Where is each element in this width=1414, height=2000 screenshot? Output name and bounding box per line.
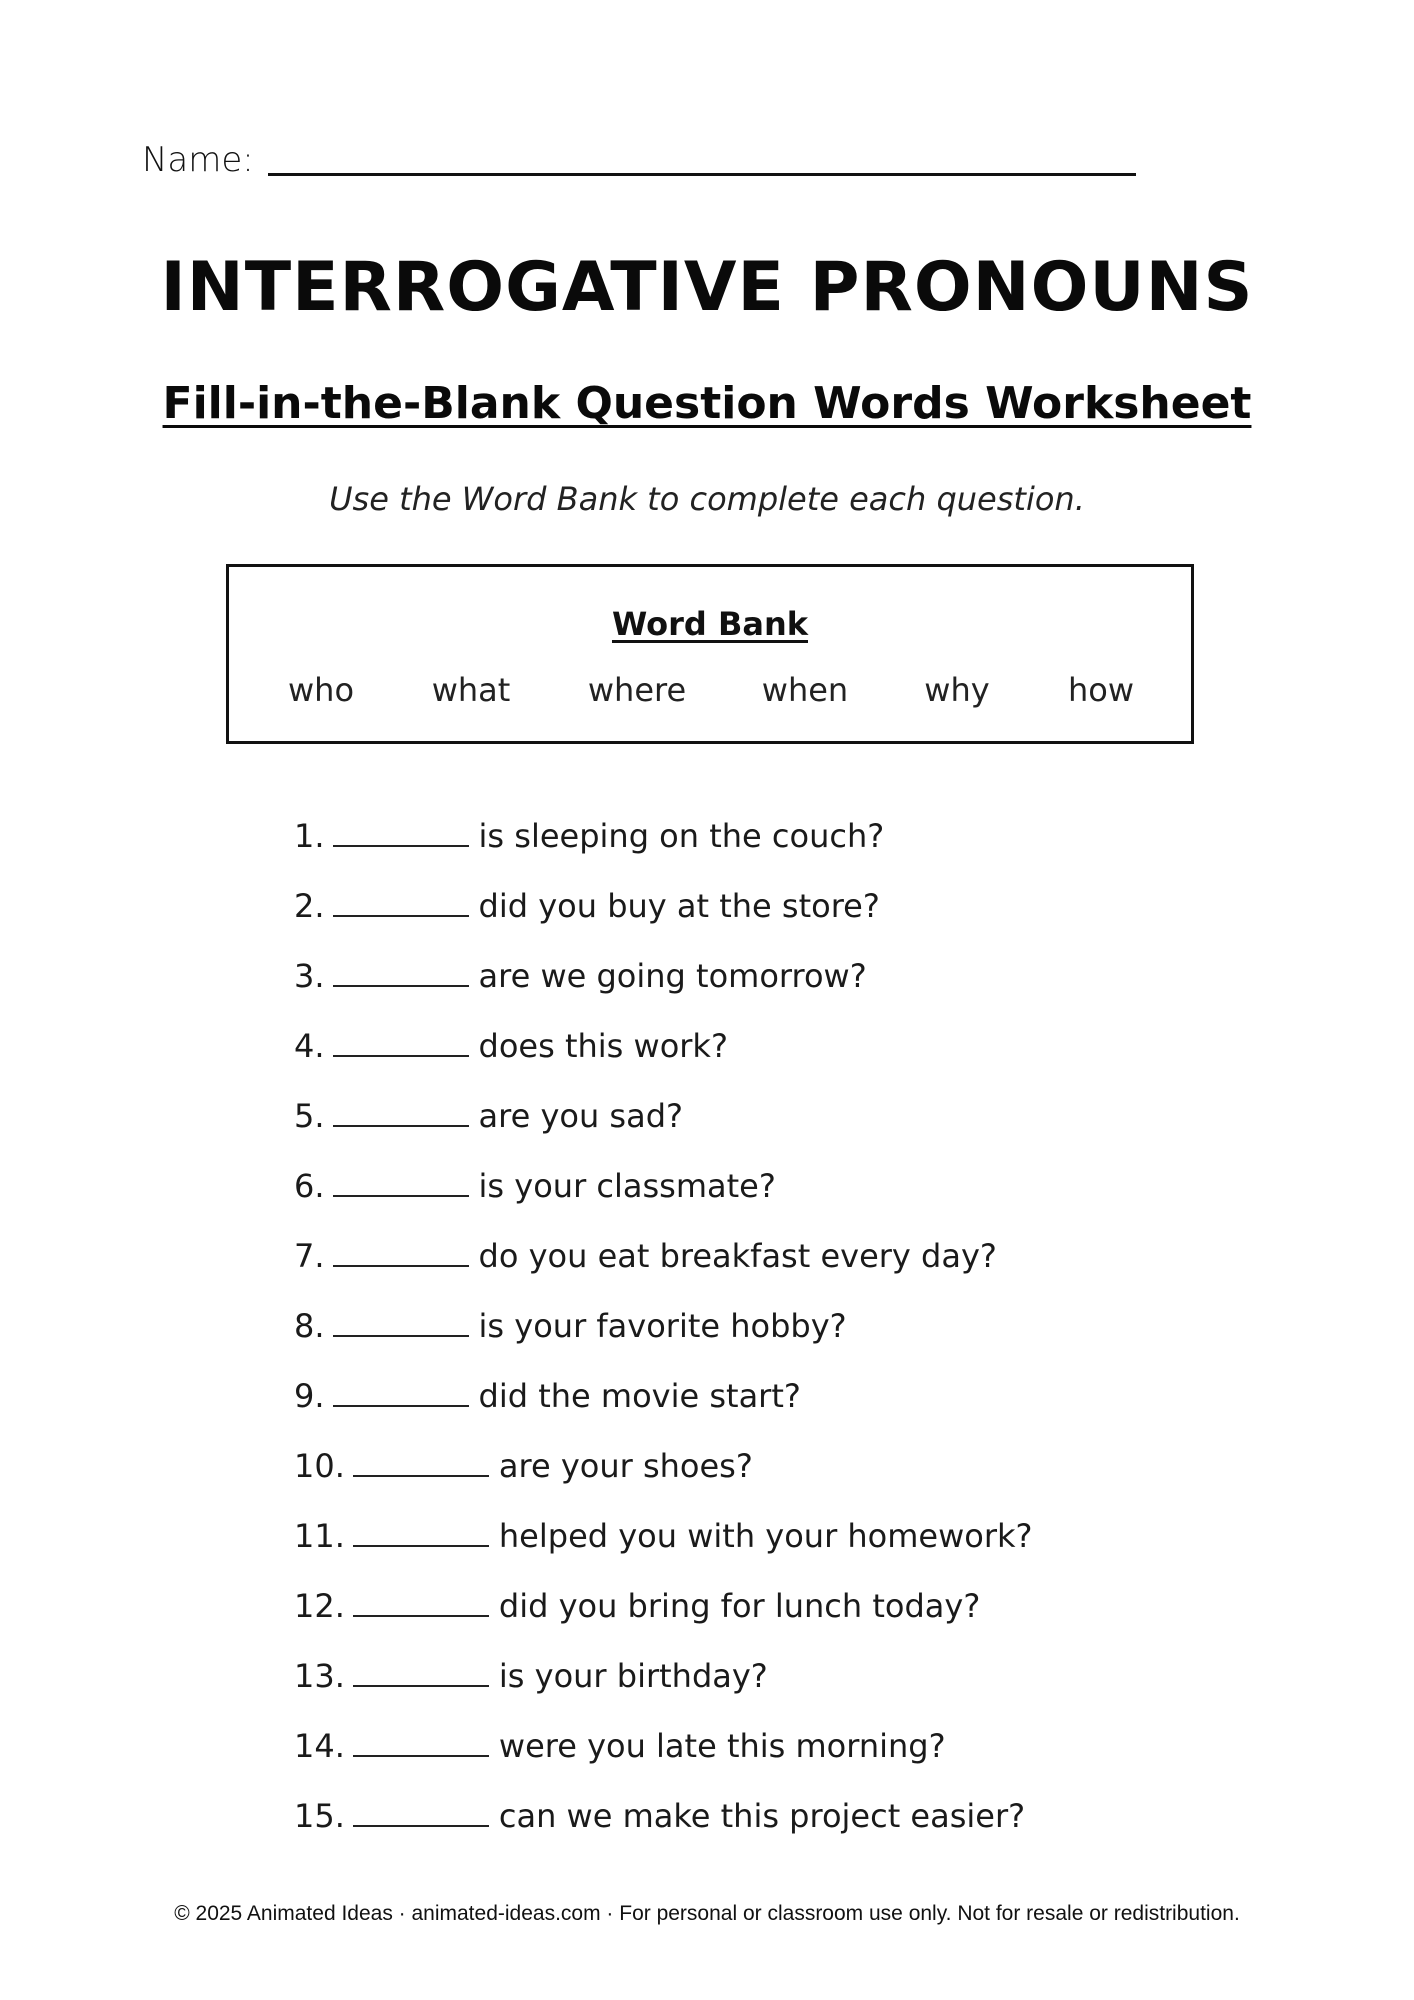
question-item bbox=[294, 1582, 1033, 1652]
question-item bbox=[294, 882, 1033, 952]
copyright-footer: © 2025 Animated Ideas · animated-ideas.com · For personal or classroom use only. Not for resale or redistribution. bbox=[174, 1902, 1240, 1925]
answer-blank[interactable] bbox=[353, 1797, 489, 1827]
answer-blank[interactable] bbox=[333, 1027, 469, 1057]
question-number: 3. bbox=[294, 957, 325, 995]
question-text: are you sad? bbox=[478, 1097, 683, 1135]
question-number: 4. bbox=[294, 1027, 325, 1065]
question-text: are we going tomorrow? bbox=[478, 957, 867, 995]
answer-blank[interactable] bbox=[333, 957, 469, 987]
question-number: 7. bbox=[294, 1237, 325, 1275]
instruction-text: Use the Word Bank to complete each question. bbox=[329, 480, 1085, 518]
word-bank-word: how bbox=[1067, 671, 1135, 709]
word-bank-word: when bbox=[761, 671, 849, 709]
worksheet-title: INTERROGATIVE PRONOUNS bbox=[160, 248, 1254, 327]
word-bank-box bbox=[226, 564, 1194, 744]
question-list bbox=[294, 812, 1033, 1862]
word-bank-word: why bbox=[924, 671, 990, 709]
answer-blank[interactable] bbox=[333, 1377, 469, 1407]
question-item bbox=[294, 1302, 1033, 1372]
question-item bbox=[294, 812, 1033, 882]
answer-blank[interactable] bbox=[353, 1587, 489, 1617]
word-bank-word: where bbox=[587, 671, 687, 709]
question-text: do you eat breakfast every day? bbox=[478, 1237, 997, 1275]
question-item bbox=[294, 1162, 1033, 1232]
question-text: is your birthday? bbox=[498, 1657, 768, 1695]
question-text: are your shoes? bbox=[498, 1447, 753, 1485]
question-number: 15. bbox=[294, 1797, 345, 1835]
question-item bbox=[294, 1372, 1033, 1442]
question-number: 8. bbox=[294, 1307, 325, 1345]
answer-blank[interactable] bbox=[353, 1447, 489, 1477]
question-item bbox=[294, 1092, 1033, 1162]
word-bank-word: what bbox=[431, 671, 511, 709]
answer-blank[interactable] bbox=[333, 1237, 469, 1267]
question-number: 10. bbox=[294, 1447, 345, 1485]
question-text: is your classmate? bbox=[478, 1167, 776, 1205]
question-item bbox=[294, 1652, 1033, 1722]
question-number: 6. bbox=[294, 1167, 325, 1205]
question-item bbox=[294, 1232, 1033, 1302]
question-number: 13. bbox=[294, 1657, 345, 1695]
question-item bbox=[294, 1792, 1033, 1862]
question-number: 1. bbox=[294, 817, 325, 855]
name-label: Name: bbox=[142, 140, 254, 180]
word-bank-word: who bbox=[287, 671, 355, 709]
name-field-row bbox=[142, 140, 1136, 180]
answer-blank[interactable] bbox=[353, 1517, 489, 1547]
question-item bbox=[294, 1722, 1033, 1792]
word-bank-words bbox=[229, 671, 1191, 711]
question-text: can we make this project easier? bbox=[498, 1797, 1026, 1835]
answer-blank[interactable] bbox=[333, 1167, 469, 1197]
question-number: 9. bbox=[294, 1377, 325, 1415]
answer-blank[interactable] bbox=[333, 1097, 469, 1127]
question-text: helped you with your homework? bbox=[498, 1517, 1033, 1555]
answer-blank[interactable] bbox=[353, 1657, 489, 1687]
question-item bbox=[294, 1022, 1033, 1092]
question-item bbox=[294, 952, 1033, 1022]
question-number: 11. bbox=[294, 1517, 345, 1555]
answer-blank[interactable] bbox=[333, 887, 469, 917]
question-text: does this work? bbox=[478, 1027, 728, 1065]
question-number: 12. bbox=[294, 1587, 345, 1625]
question-text: did the movie start? bbox=[478, 1377, 801, 1415]
question-text: did you buy at the store? bbox=[478, 887, 880, 925]
question-number: 2. bbox=[294, 887, 325, 925]
question-text: is sleeping on the couch? bbox=[478, 817, 885, 855]
answer-blank[interactable] bbox=[353, 1727, 489, 1757]
question-number: 14. bbox=[294, 1727, 345, 1765]
word-bank-title: Word Bank bbox=[611, 605, 808, 643]
name-blank-line[interactable] bbox=[268, 173, 1136, 176]
question-text: did you bring for lunch today? bbox=[498, 1587, 981, 1625]
question-text: were you late this morning? bbox=[498, 1727, 946, 1765]
answer-blank[interactable] bbox=[333, 1307, 469, 1337]
question-text: is your favorite hobby? bbox=[478, 1307, 847, 1345]
question-item bbox=[294, 1512, 1033, 1582]
worksheet-subtitle: Fill-in-the-Blank Question Words Worksheet bbox=[162, 378, 1252, 429]
question-item bbox=[294, 1442, 1033, 1512]
answer-blank[interactable] bbox=[333, 817, 469, 847]
question-number: 5. bbox=[294, 1097, 325, 1135]
